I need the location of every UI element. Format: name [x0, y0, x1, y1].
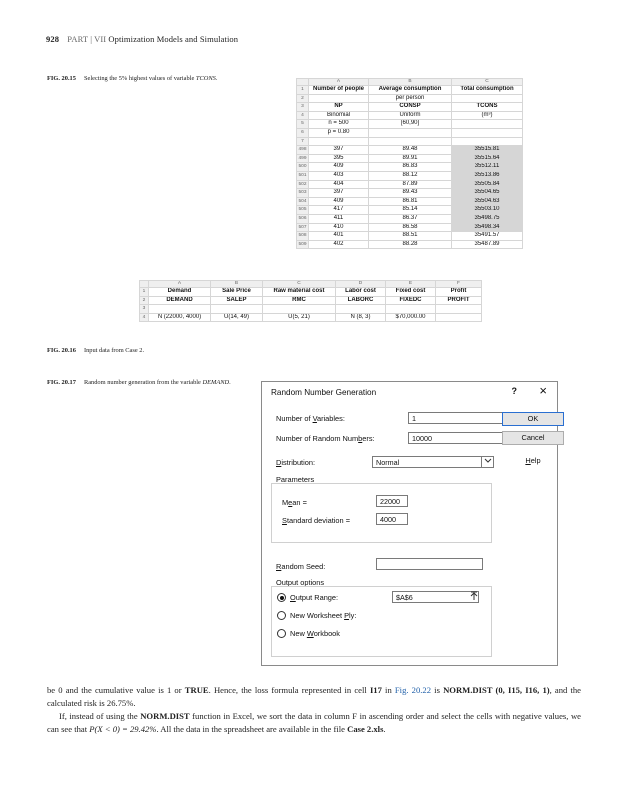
cell: 88.51 — [369, 232, 452, 241]
new-worksheet-radio[interactable] — [277, 611, 286, 620]
row-number: 501 — [297, 171, 309, 180]
column-letter: C — [263, 281, 336, 288]
row-number: 2 — [140, 296, 149, 305]
table-row — [297, 146, 523, 155]
new-workbook-radio[interactable] — [277, 629, 286, 638]
row-number: 2 — [297, 94, 309, 103]
row-number: 503 — [297, 189, 309, 198]
num-vars-input[interactable]: 1 — [408, 412, 522, 424]
table-row — [140, 288, 482, 297]
cell: CONSP — [369, 103, 452, 112]
row-number: 500 — [297, 163, 309, 172]
collapse-dialog-icon[interactable] — [469, 591, 479, 603]
table-row — [297, 103, 523, 112]
column-header-row — [140, 281, 482, 288]
cell: NP — [309, 103, 369, 112]
row-number: 506 — [297, 214, 309, 223]
column-letter: A — [149, 281, 211, 288]
cell: TCONS — [452, 103, 523, 112]
cell: FIXEDC — [386, 296, 436, 305]
page-number: 928 — [46, 34, 60, 44]
fig15-caption: FIG. 20.15 Selecting the 5% highest values of variable TCONS. — [47, 75, 218, 82]
cell: LABORC — [336, 296, 386, 305]
cell: Labor cost — [336, 288, 386, 297]
chapter-title: Optimization Models and Simulation — [108, 34, 239, 44]
cell: U(5, 21) — [263, 313, 336, 322]
cell — [436, 313, 482, 322]
seed-label: Random Seed: — [276, 562, 326, 571]
cell: Number of people — [309, 86, 369, 95]
cell: 35515.81 — [452, 146, 523, 155]
table-row — [297, 137, 523, 146]
table-row — [140, 313, 482, 322]
column-letter: F — [436, 281, 482, 288]
row-number: 509 — [297, 240, 309, 249]
row-number: 3 — [140, 305, 149, 314]
cell — [309, 137, 369, 146]
output-range-radio[interactable] — [277, 593, 286, 602]
fig-link[interactable]: Fig. 20.22 — [394, 685, 432, 695]
cell — [386, 305, 436, 314]
table-row — [297, 214, 523, 223]
corner-cell — [297, 79, 309, 86]
cell: 35504.63 — [452, 197, 523, 206]
fig17-caption: FIG. 20.17 Random number generation from the variable DEMAND. — [47, 379, 231, 386]
cell: 89.43 — [369, 189, 452, 198]
cell: 89.91 — [369, 154, 452, 163]
table-row — [140, 305, 482, 314]
row-number: 4 — [140, 313, 149, 322]
cell: 417 — [309, 206, 369, 215]
cell: n = 500 — [309, 120, 369, 129]
cell: Profit — [436, 288, 482, 297]
sd-input[interactable]: 4000 — [376, 513, 408, 525]
cell: Fixed cost — [386, 288, 436, 297]
row-number: 498 — [297, 146, 309, 155]
cell: 35503.10 — [452, 206, 523, 215]
table-row — [297, 232, 523, 241]
body-paragraph-2: If, instead of using the NORM.DIST function in Excel, we sort the data in column F in ascending order and select the cells with negative values, we can see that P(X < 0) = 29.42%. All the data in the spreadsheet are available in the file Case 2.xls. — [47, 711, 581, 734]
cell: 35512.11 — [452, 163, 523, 172]
cell: 86.81 — [369, 197, 452, 206]
table-row — [297, 154, 523, 163]
cell: Binomial — [309, 111, 369, 120]
row-number: 3 — [297, 103, 309, 112]
column-letter: D — [336, 281, 386, 288]
column-letter: B — [211, 281, 263, 288]
cell: Raw material cost — [263, 288, 336, 297]
fig17-label: FIG. 20.17 — [47, 379, 76, 386]
running-header — [46, 34, 238, 44]
row-number: 1 — [140, 288, 149, 297]
part-label: PART | VII — [67, 34, 107, 44]
cell: 35515.64 — [452, 154, 523, 163]
close-icon[interactable]: × — [539, 383, 547, 398]
cell: 88.12 — [369, 171, 452, 180]
cell: U(14, 49) — [211, 313, 263, 322]
cell: SALEP — [211, 296, 263, 305]
output-range-label: Output Range: — [290, 593, 339, 602]
cell: 404 — [309, 180, 369, 189]
cell: RMC — [263, 296, 336, 305]
column-letter: A — [309, 79, 369, 86]
cell: 85.14 — [369, 206, 452, 215]
cell: Uniform — [369, 111, 452, 120]
dialog-title: Random Number Generation — [271, 388, 377, 397]
cell: Total consumption — [452, 86, 523, 95]
row-number: 5 — [297, 120, 309, 129]
table-row — [297, 189, 523, 198]
cell: 89.48 — [369, 146, 452, 155]
cell: 35505.84 — [452, 180, 523, 189]
cell — [436, 305, 482, 314]
cell: Sale Price — [211, 288, 263, 297]
row-number: 505 — [297, 206, 309, 215]
row-number: 502 — [297, 180, 309, 189]
column-header-row — [297, 79, 523, 86]
cell: N (22000, 4000) — [149, 313, 211, 322]
mean-input[interactable]: 22000 — [376, 495, 408, 507]
cell — [452, 128, 523, 137]
row-number: 507 — [297, 223, 309, 232]
table-row — [297, 86, 523, 95]
cell — [452, 120, 523, 129]
cell: 35498.75 — [452, 214, 523, 223]
cell — [211, 305, 263, 314]
table-row — [297, 240, 523, 249]
num-rand-label: Number of Random Numbers: — [276, 434, 375, 443]
table-row — [297, 223, 523, 232]
cell — [452, 94, 523, 103]
row-number: 7 — [297, 137, 309, 146]
table-row — [140, 296, 482, 305]
cell — [336, 305, 386, 314]
cell: per person — [369, 94, 452, 103]
table-row — [297, 111, 523, 120]
body-paragraph-1: be 0 and the cumulative value is 1 or TRUE. Hence, the loss formula represented in cell I17 in Fig. 20.22 is NORM.DIST (0, I15, I16, 1), and the calculated risk is 26.75%. — [47, 685, 582, 708]
mean-label: Mean = — [282, 498, 307, 507]
cell — [369, 137, 452, 146]
corner-cell — [140, 281, 149, 288]
params-label: Parameters — [276, 475, 315, 484]
dist-label: Distribution: — [276, 458, 316, 467]
cell: 401 — [309, 232, 369, 241]
cancel-button[interactable]: Cancel — [502, 431, 564, 445]
cell — [263, 305, 336, 314]
row-number: 1 — [297, 86, 309, 95]
column-letter: E — [386, 281, 436, 288]
row-number: 4 — [297, 111, 309, 120]
cell: 410 — [309, 223, 369, 232]
column-letter: B — [369, 79, 452, 86]
row-number: 508 — [297, 232, 309, 241]
table-row — [297, 163, 523, 172]
fig16-spreadsheet — [139, 280, 482, 322]
cell: N (8, 3) — [336, 313, 386, 322]
cell: (m³) — [452, 111, 523, 120]
table-row — [297, 128, 523, 137]
cell: 411 — [309, 214, 369, 223]
output-options-label: Output options — [276, 578, 325, 587]
cell: 403 — [309, 171, 369, 180]
table-row — [297, 94, 523, 103]
table-row — [297, 197, 523, 206]
num-vars-label: Number of Variables: — [276, 414, 345, 423]
cell — [309, 94, 369, 103]
num-rand-input[interactable]: 10000 — [408, 432, 522, 444]
cell: 395 — [309, 154, 369, 163]
output-range-input[interactable]: $A$6 — [392, 591, 479, 603]
cell: DEMAND — [149, 296, 211, 305]
table-row — [297, 180, 523, 189]
table-row — [297, 171, 523, 180]
cell: 409 — [309, 163, 369, 172]
ok-button[interactable]: OK — [502, 412, 564, 426]
cell: 35491.57 — [452, 232, 523, 241]
fig16-label: FIG. 20.16 — [47, 347, 76, 354]
cell: $70,000.00 — [386, 313, 436, 322]
cell: p = 0.80 — [309, 128, 369, 137]
cell: 87.89 — [369, 180, 452, 189]
new-workbook-label: New Workbook — [290, 629, 340, 638]
cell: 35487.89 — [452, 240, 523, 249]
cell: 86.83 — [369, 163, 452, 172]
chevron-down-icon[interactable] — [481, 456, 494, 468]
cell: Demand — [149, 288, 211, 297]
random-number-generation-dialog — [261, 381, 558, 666]
cell: Average consumption — [369, 86, 452, 95]
sd-label: Standard deviation = — [282, 516, 351, 525]
cell: 88.28 — [369, 240, 452, 249]
table-row — [297, 120, 523, 129]
cell: [60,90] — [369, 120, 452, 129]
row-number: 504 — [297, 197, 309, 206]
cell: 397 — [309, 146, 369, 155]
table-row — [297, 206, 523, 215]
fig15-label: FIG. 20.15 — [47, 75, 76, 82]
help-icon[interactable]: ? — [511, 386, 517, 396]
cell: 35504.65 — [452, 189, 523, 198]
cell: 409 — [309, 197, 369, 206]
cell: PROFIT — [436, 296, 482, 305]
cell: 402 — [309, 240, 369, 249]
row-number: 499 — [297, 154, 309, 163]
cell: 397 — [309, 189, 369, 198]
cell: 86.58 — [369, 223, 452, 232]
distribution-select[interactable]: Normal — [372, 456, 494, 468]
cell — [452, 137, 523, 146]
help-button[interactable]: Help — [525, 456, 541, 465]
row-number: 6 — [297, 128, 309, 137]
cell: 86.37 — [369, 214, 452, 223]
cell: 35498.34 — [452, 223, 523, 232]
new-worksheet-label: New Worksheet Ply: — [290, 611, 357, 620]
cell — [149, 305, 211, 314]
cell: 35513.86 — [452, 171, 523, 180]
fig15-spreadsheet — [296, 78, 523, 249]
fig16-caption: FIG. 20.16 Input data from Case 2. — [47, 347, 145, 354]
column-letter: C — [452, 79, 523, 86]
seed-input[interactable] — [376, 558, 483, 570]
cell — [369, 128, 452, 137]
